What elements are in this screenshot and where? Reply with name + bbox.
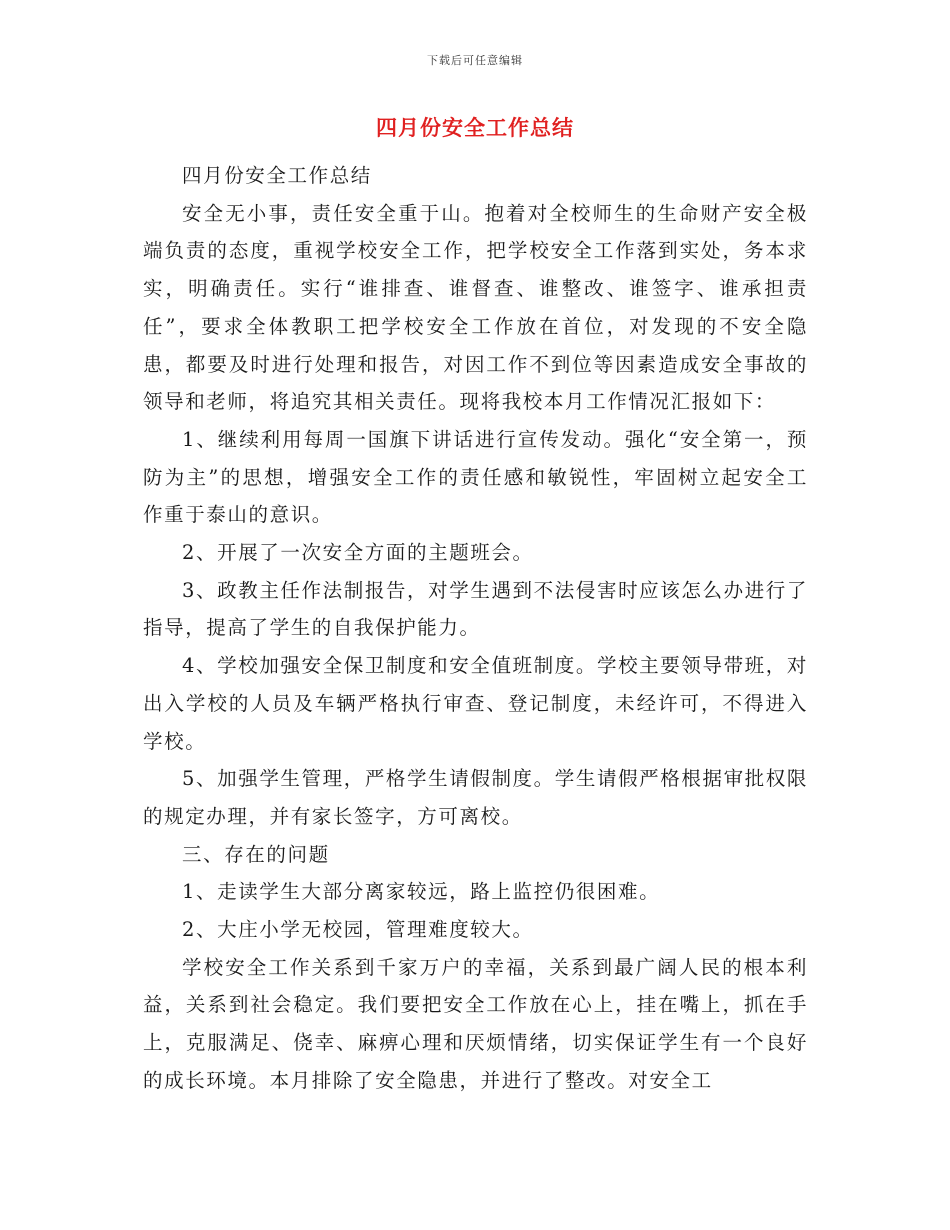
section-heading-problems: 三、存在的问题 — [182, 842, 330, 866]
document-body — [143, 157, 808, 1100]
paragraph-item-3: 3、政教主任作法制报告，对学生遇到不法侵害时应该怎么办进行了指导，提高了学生的自我保护能力。 — [143, 578, 808, 640]
document-title: 四月份安全工作总结 — [376, 116, 574, 140]
paragraph-problem-2: 2、大庄小学无校园，管理难度较大。 — [182, 918, 534, 942]
paragraph-conclusion: 学校安全工作关系到千家万户的幸福，关系到最广阔人民的根本利益，关系到社会稳定。我们要把安全工作放在心上，挂在嘴上，抓在手上，克服满足、侥幸、麻痹心理和厌烦情绪，切实保证学生有一个良好的成长环境。本月排除了安全隐患，并进行了整改。对安全工 — [143, 955, 808, 1092]
paragraph-item-2: 2、开展了一次安全方面的主题班会。 — [182, 541, 534, 565]
paragraph-item-4: 4、学校加强安全保卫制度和安全值班制度。学校主要领导带班，对出入学校的人员及车辆严格执行审查、登记制度，未经许可，不得进入学校。 — [143, 654, 808, 753]
paragraph-intro: 安全无小事，责任安全重于山。抱着对全校师生的生命财产安全极端负责的态度，重视学校安全工作，把学校安全工作落到实处，务本求实，明确责任。实行“谁排查、谁督查、谁整改、谁签字、谁承担责任”，要求全体教职工把学校安全工作放在首位，对发现的不安全隐患，都要及时进行处理和报告，对因工作不到位等因素造成安全事故的领导和老师，将追究其相关责任。现将我校本月工作情况汇报如下： — [143, 201, 808, 414]
header-note: 下载后可任意编辑 — [427, 54, 523, 67]
paragraph-item-1: 1、继续利用每周一国旗下讲话进行宣传发动。强化“安全第一，预防为主”的思想，增强安全工作的责任感和敏锐性，牢固树立起安全工作重于泰山的意识。 — [143, 427, 808, 527]
paragraph-item-5: 5、加强学生管理，严格学生请假制度。学生请假严格根据审批权限的规定办理，并有家长签字，方可离校。 — [143, 767, 808, 828]
paragraph-subtitle: 四月份安全工作总结 — [182, 164, 372, 187]
paragraph-problem-1: 1、走读学生大部分离家较远，路上监控仍很困难。 — [182, 880, 661, 904]
